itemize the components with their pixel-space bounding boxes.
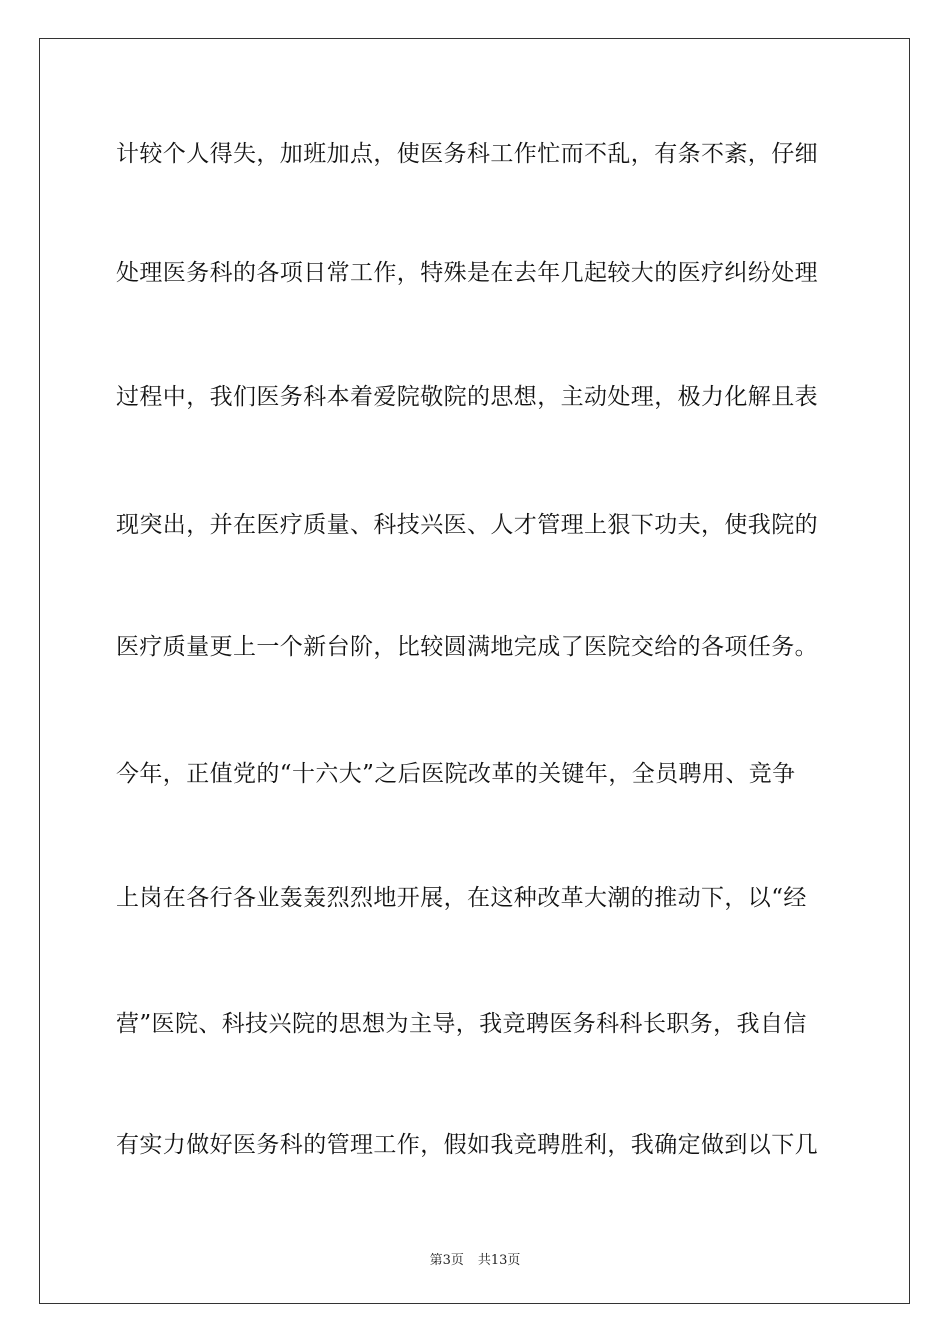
text-line: 今年，正值党的“十六大”之后医院改革的关键年，全员聘用、竞争	[116, 761, 796, 787]
page-border	[39, 38, 910, 1304]
text-line: 医疗质量更上一个新台阶，比较圆满地完成了医院交给的各项任务。	[116, 634, 818, 660]
page-footer	[0, 1249, 950, 1268]
text-line: 现突出，并在医疗质量、科技兴医、人才管理上狠下功夫，使我院的	[116, 512, 818, 538]
text-line: 计较个人得失，加班加点，使医务科工作忙而不乱，有条不紊，仔细	[116, 141, 818, 167]
text-line: 营”医院、科技兴院的思想为主导，我竞聘医务科科长职务，我自信	[116, 1011, 807, 1037]
text-line: 有实力做好医务科的管理工作，假如我竞聘胜利，我确定做到以下几	[116, 1132, 818, 1158]
text-line: 处理医务科的各项日常工作，特殊是在去年几起较大的医疗纠纷处理	[116, 260, 818, 286]
page-number: 第3页	[429, 1253, 464, 1268]
text-line: 过程中，我们医务科本着爱院敬院的思想，主动处理，极力化解且表	[116, 384, 818, 410]
text-line: 上岗在各行各业轰轰烈烈地开展，在这种改革大潮的推动下，以“经	[116, 885, 807, 911]
page-total: 共13页	[477, 1253, 521, 1268]
